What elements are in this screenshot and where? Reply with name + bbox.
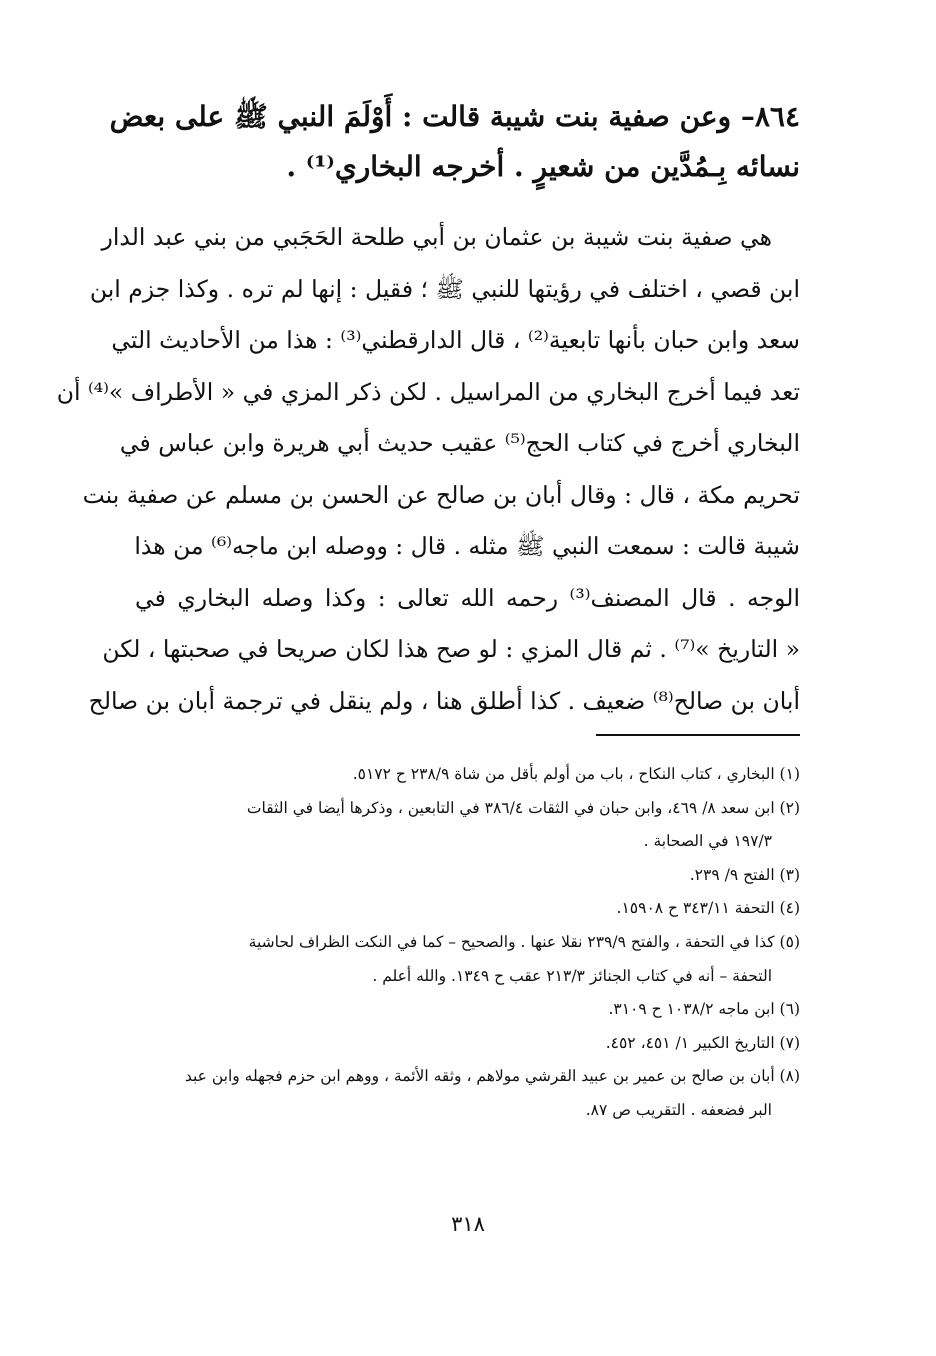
commentary-line: الوجه . قال المصنف⁽³⁾ رحمه الله تعالى : وكذا وصله البخاري في — [135, 583, 800, 612]
footnote-line: ١٩٧/٣ في الصحابة . — [643, 832, 772, 851]
footnote-6 — [135, 993, 800, 1027]
footnote-line: (٧) التاريخ الكبير ١/ ٤٥١، ٤٥٢. — [605, 1033, 800, 1052]
commentary-line: تحريم مكة ، قال : وقال أبان بن صالح عن الحسن بن مسلم عن صفية بنت — [82, 480, 800, 509]
footnote-line: (٢) ابن سعد ٨/ ٤٦٩، وابن حبان في الثقات ٣٨٦/٤ في التابعين ، وذكرها أيضا في الثقات — [246, 798, 800, 817]
commentary-text — [56, 212, 800, 727]
footnote-5 — [135, 926, 800, 993]
hadith-line: نسائه بِـمُدَّين من شعيرٍ . أخرجه البخاري⁽¹⁾ . — [286, 150, 800, 183]
footnote-3 — [135, 859, 800, 893]
footnote-7 — [135, 1027, 800, 1061]
footnote-4 — [135, 892, 800, 926]
commentary-line: تعد فيما أخرج البخاري من المراسيل . لكن ذكر المزي في « الأطراف »⁽⁴⁾ أن — [56, 377, 800, 406]
footnote-divider — [596, 734, 800, 736]
commentary-line: « التاريخ »⁽⁷⁾ . ثم قال المزي : لو صح هذا لكان صريحا في صحبتها ، لكن — [102, 635, 800, 663]
commentary-line: ابن قصي ، اختلف في رؤيتها للنبي ﷺ ؛ فقيل : إنها لم تره . وكذا جزم ابن — [89, 274, 800, 303]
hadith-text — [109, 92, 800, 192]
footnote-line: (٦) ابن ماجه ١٠٣٨/٢ ح ٣١٠٩. — [608, 1000, 800, 1019]
footnote-line: (٨) أبان بن صالح بن عمير بن عبيد القرشي مولاهم ، وثقه الأئمة ، ووهم ابن حزم فجهله وابن عبد — [184, 1067, 800, 1086]
hadith-line: ٨٦٤– وعن صفية بنت شيبة قالت : أَوْلَمَ النبي ﷺ على بعض — [109, 100, 800, 133]
footnote-line: (٤) التحفة ٣٤٣/١١ ح ١٥٩٠٨. — [616, 899, 800, 918]
footnote-line: البر فضعفه . التقريب ص ٨٧. — [585, 1100, 772, 1119]
footnotes — [135, 758, 800, 1128]
commentary-line: سعد وابن حبان بأنها تابعية⁽²⁾ ، قال الدارقطني⁽³⁾ : هذا من الأحاديث التي — [111, 326, 800, 354]
commentary-line: شيبة قالت : سمعت النبي ﷺ مثله . قال : ووصله ابن ماجه⁽⁶⁾ من هذا — [134, 532, 800, 560]
footnote-line: (١) البخاري ، كتاب النكاح ، باب من أولم بأقل من شاة ٢٣٨/٩ ح ٥١٧٢. — [352, 765, 800, 783]
footnote-8 — [135, 1060, 800, 1127]
footnote-line: التحفة – أنه في كتاب الجنائز ٢١٣/٣ عقب ح ١٣٤٩. والله أعلم . — [372, 966, 772, 985]
footnote-line: (٣) الفتح ٩/ ٢٣٩. — [689, 865, 800, 884]
commentary-line: البخاري أخرج في كتاب الحج⁽⁵⁾ عقيب حديث أبي هريرة وابن عباس في — [119, 429, 800, 457]
footnote-1 — [135, 758, 800, 792]
footnote-line: (٥) كذا في التحفة ، والفتح ٢٣٩/٩ نقلا عنها . والصحيح – كما في النكت الظراف لحاشية — [248, 932, 800, 951]
commentary-line: أبان بن صالح⁽⁸⁾ ضعيف . كذا أطلق هنا ، ولم ينقل في ترجمة أبان بن صالح — [88, 686, 800, 715]
footnote-2 — [135, 792, 800, 859]
commentary-line: هي صفية بنت شيبة بن عثمان بن أبي طلحة الحَجَبي من بني عبد الدار — [101, 223, 772, 251]
page-number: ٣١٨ — [451, 1212, 485, 1236]
